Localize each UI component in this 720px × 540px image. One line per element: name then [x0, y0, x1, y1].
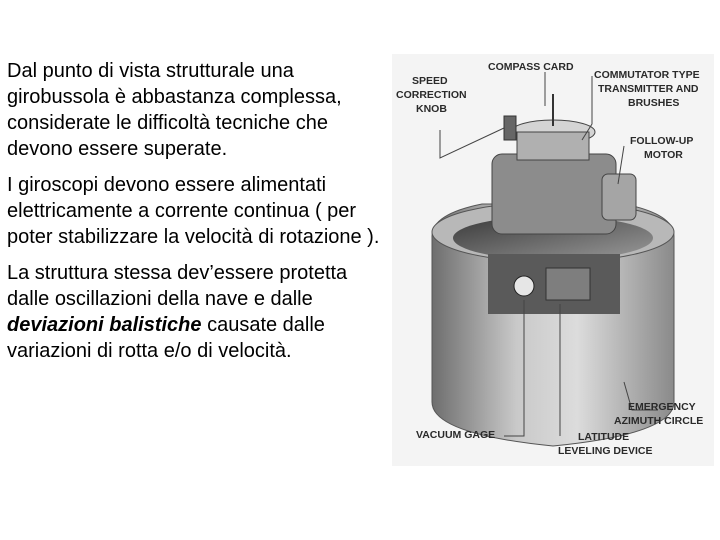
label-latitude-line1: LATITUDE: [578, 431, 630, 443]
gyrocompass-illustration: [392, 54, 714, 466]
paragraph-protection-start: La struttura stessa dev’essere protetta dalle oscillazioni della nave e dalle: [7, 262, 348, 310]
label-commutator-line3: BRUSHES: [628, 97, 680, 109]
vacuum-gage-shape: [514, 276, 534, 296]
label-emergency-line2: AZIMUTH CIRCLE: [614, 415, 704, 427]
label-latitude-line2: LEVELING DEVICE: [558, 445, 653, 457]
label-compass-card: COMPASS CARD: [488, 61, 574, 73]
label-follow-up-line1: FOLLOW-UP: [630, 135, 694, 147]
paragraph-protection-end: causate dalle variazioni di rotta e/o di velocità.: [7, 314, 325, 362]
gyrocompass-figure: [392, 54, 714, 466]
label-speed-line3: KNOB: [416, 103, 447, 115]
label-speed-line1: SPEED: [412, 75, 448, 87]
speed-knob-shape: [504, 116, 516, 140]
paragraph-power: I giroscopi devono essere alimentati elettricamente a corrente continua ( per poter stabilizzare la velocità di rotazione ).: [7, 174, 380, 248]
label-emergency-line1: EMERGENCY: [628, 401, 696, 413]
compass-housing-shape: [517, 132, 589, 160]
mechanism-body-shape: [492, 154, 616, 234]
latitude-device-shape: [546, 268, 590, 300]
label-speed-line2: CORRECTION: [396, 89, 467, 101]
text-column: [7, 58, 392, 374]
follow-up-motor-shape: [602, 174, 636, 220]
label-follow-up-line2: MOTOR: [644, 149, 683, 161]
paragraph-structure: Dal punto di vista strutturale una girobussola è abbastanza complessa, considerate le difficoltà tecniche che devono essere superate.: [7, 60, 342, 160]
label-vacuum-gage: VACUUM GAGE: [416, 429, 496, 441]
paragraph-protection: [7, 260, 392, 364]
ballistic-deviations-emphasis: deviazioni balistiche: [7, 314, 202, 336]
label-commutator-line2: TRANSMITTER AND: [598, 83, 699, 95]
label-commutator-line1: COMMUTATOR TYPE: [594, 69, 700, 81]
